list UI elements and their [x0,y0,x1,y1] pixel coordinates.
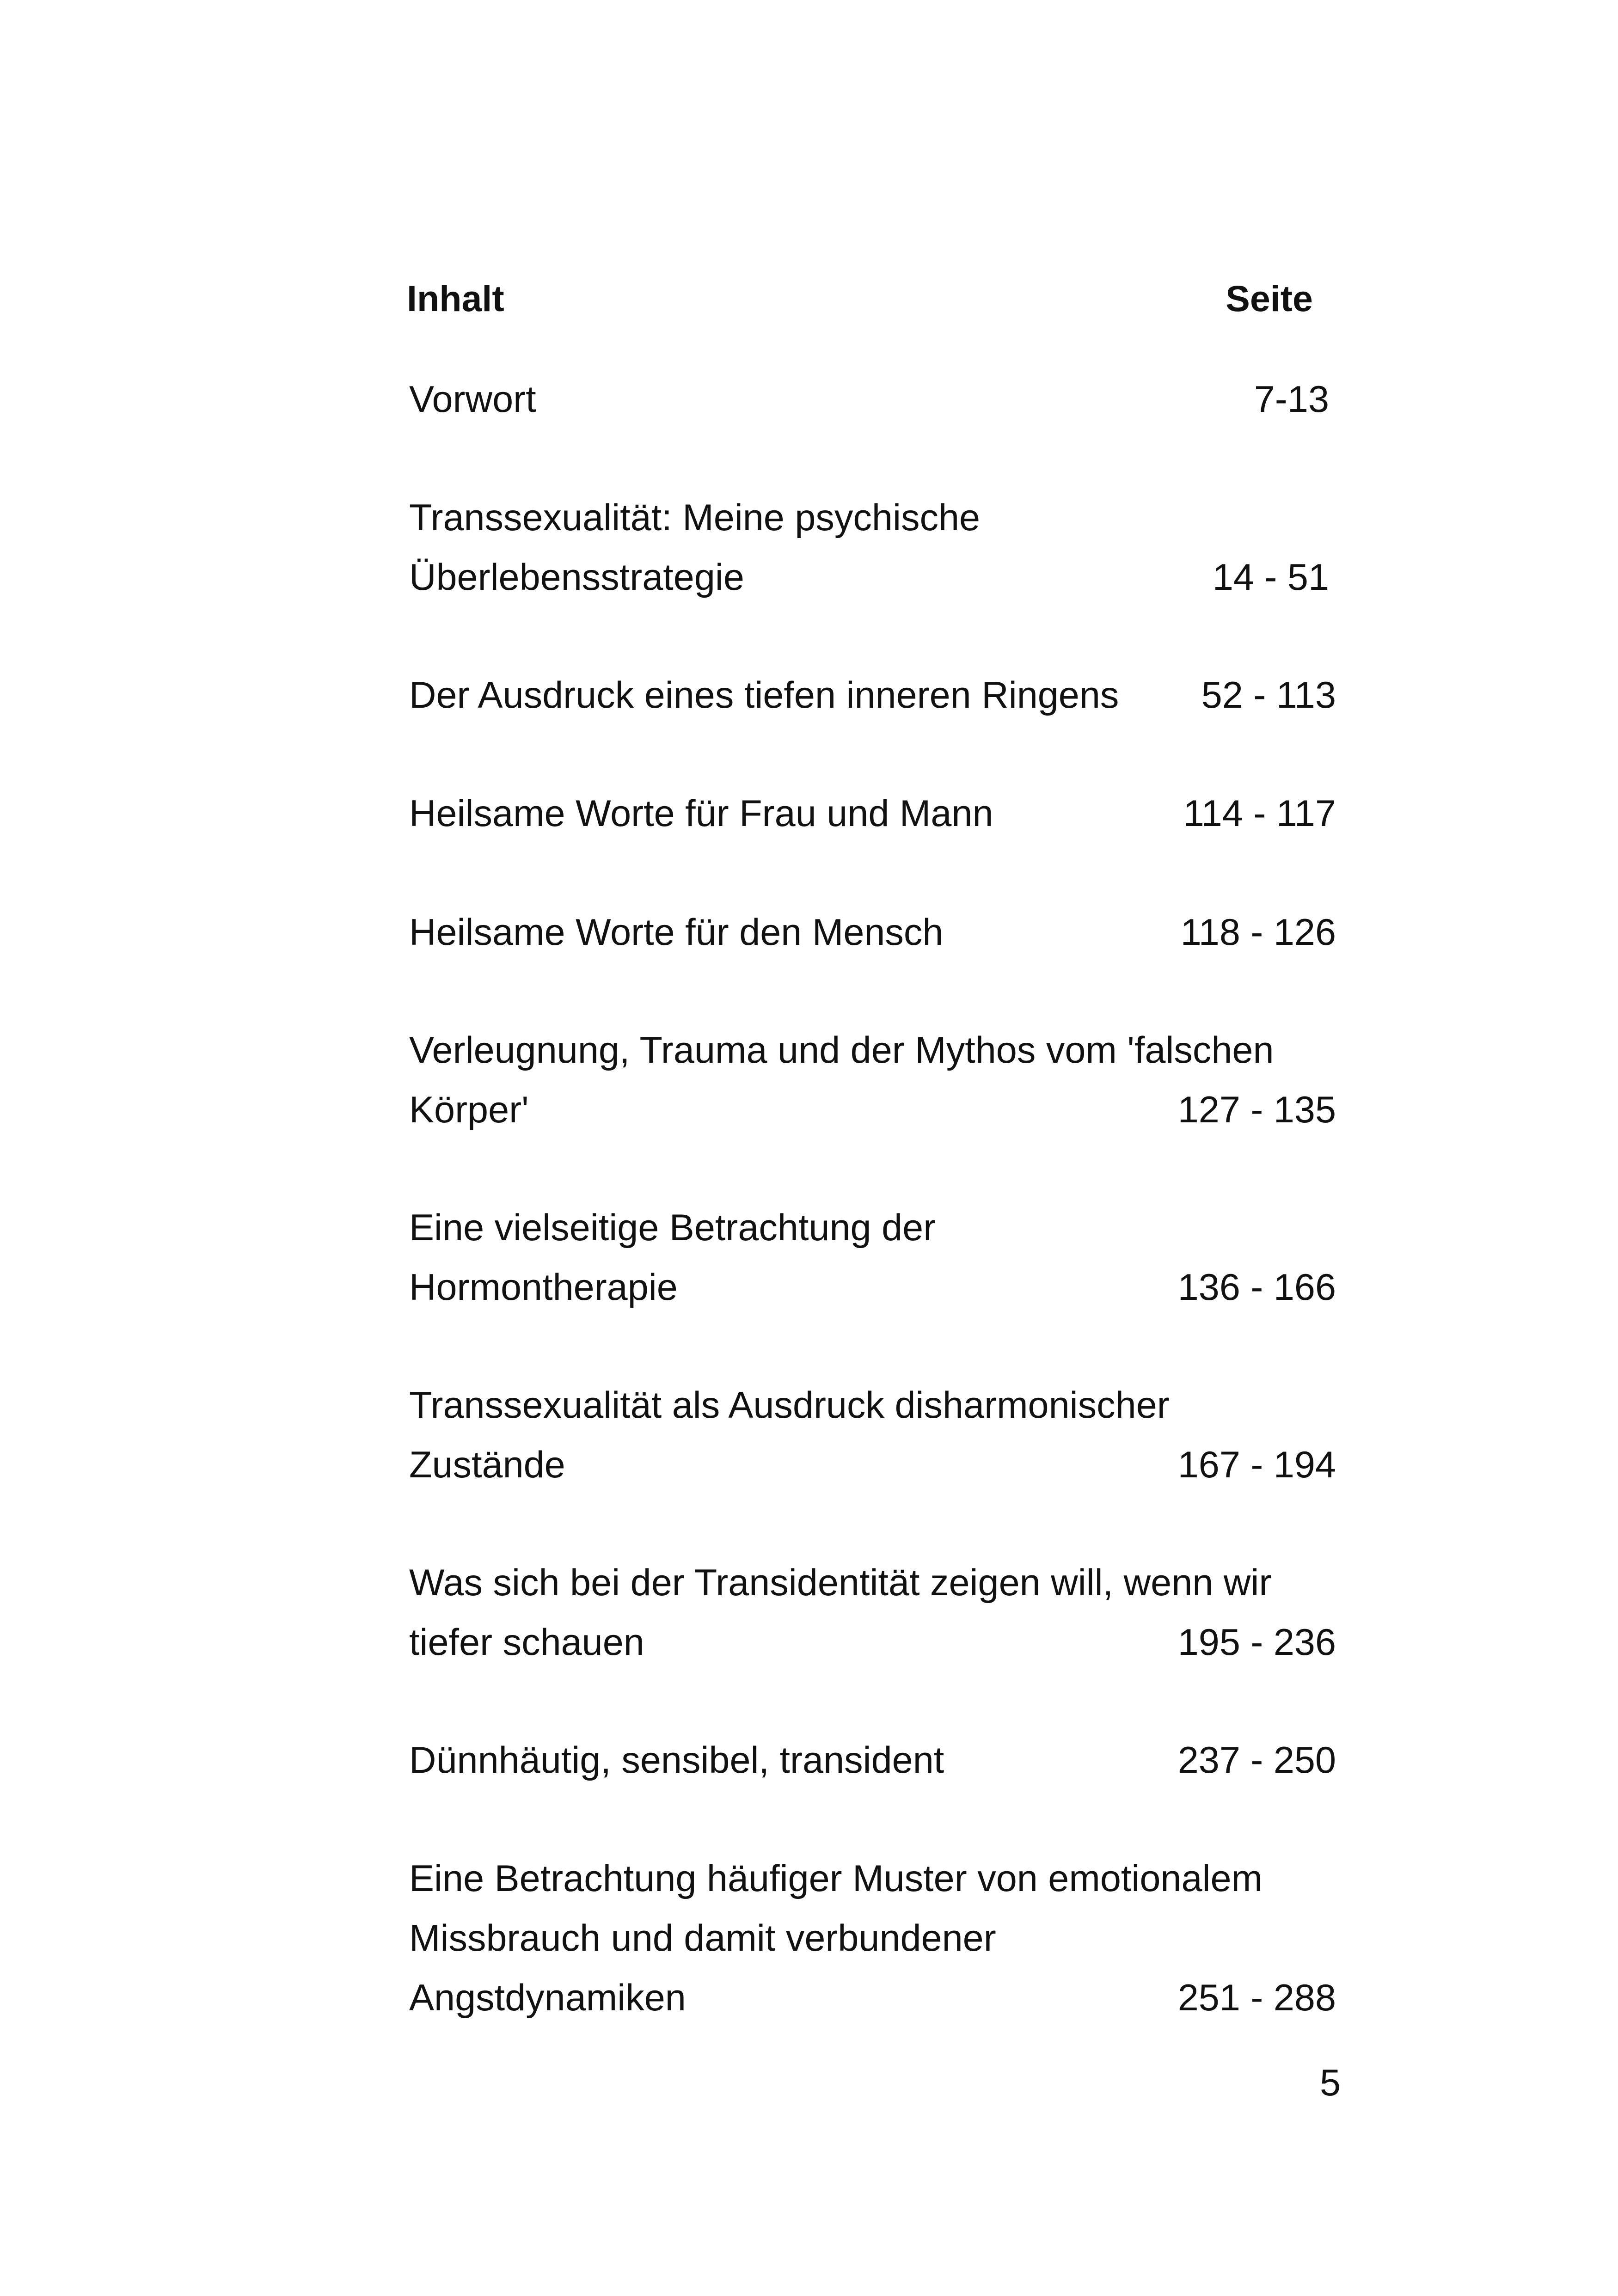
page-number: 5 [1319,2062,1341,2104]
toc-entry-pages: 52 - 113 [1201,674,1336,716]
toc-entry-title: Verleugnung, Trauma und der Mythos vom 'falschen Körper' [409,1029,1274,1131]
toc-entry-title: Dünnhäutig, sensibel, transident [409,1739,944,1781]
toc-entry [409,1553,1336,1672]
toc-entry [409,1021,1336,1140]
toc-entry-pages: 114 - 117 [1183,793,1336,834]
toc-entry-pages: 14 - 51 [1212,557,1329,598]
toc-entry-title: Transsexualität: Meine psychische Überlebensstrategie [409,497,981,598]
toc-entry [409,370,1336,429]
toc-entry-title: Heilsame Worte für den Mensch [409,912,944,953]
toc-header [407,277,1313,324]
toc-entry [409,1198,1336,1317]
toc-entry [409,1731,1336,1790]
toc-heading-title: Inhalt [407,278,504,319]
toc-entry-pages: 127 - 135 [1177,1089,1336,1131]
toc-entry [409,1849,1336,2028]
toc-entry-title: Transsexualität als Ausdruck disharmonischer Zustände [409,1384,1170,1486]
toc-entry-pages: 195 - 236 [1177,1622,1336,1663]
toc-entry-title: Eine Betrachtung häufiger Muster von emotionalem Missbrauch und damit verbundener Angstdynamiken [409,1858,1263,2019]
toc-entry-pages: 136 - 166 [1177,1267,1336,1308]
toc-entry-pages: 118 - 126 [1180,912,1336,953]
toc-entry [409,666,1336,725]
toc-entry-pages: 237 - 250 [1177,1739,1336,1781]
toc-entry-title: Was sich bei der Transidentität zeigen will, wenn wir tiefer schauen [409,1562,1272,1663]
toc-entry [409,784,1336,844]
toc-entry [409,1376,1336,1495]
toc-entry [409,488,1336,607]
toc-entry-title: Der Ausdruck eines tiefen inneren Ringens [409,674,1119,716]
toc-entry-pages: 7-13 [1254,379,1329,420]
toc-entry-title: Vorwort [409,379,536,420]
toc-entry [409,903,1336,962]
toc-entry-pages: 167 - 194 [1177,1444,1336,1486]
toc-entry-pages: 251 - 288 [1177,1977,1336,2019]
toc-entry-title: Eine vielseitige Betrachtung der Hormontherapie [409,1207,936,1308]
toc-entry-title: Heilsame Worte für Frau und Mann [409,793,993,834]
toc-heading-page: Seite [1226,278,1313,319]
